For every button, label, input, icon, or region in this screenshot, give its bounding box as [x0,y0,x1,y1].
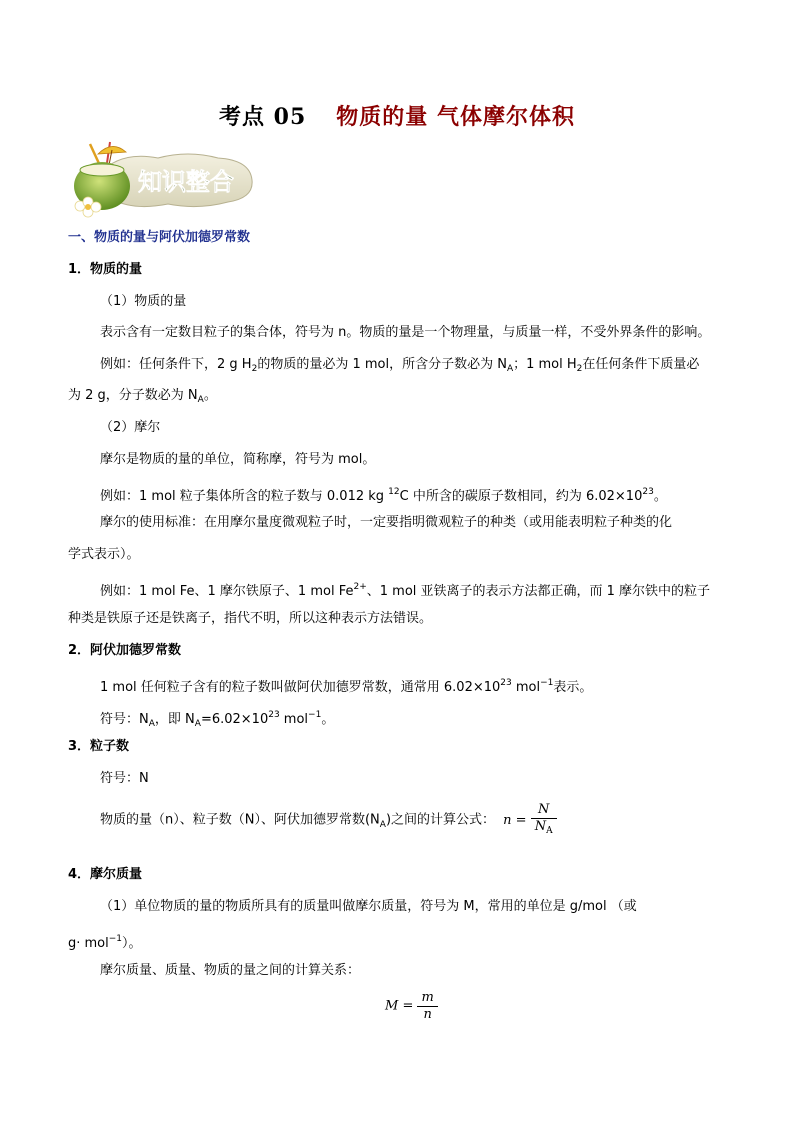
paragraph: 种类是铁原子还是铁离子，指代不明，所以这种表示方法错误。 [68,611,433,626]
paragraph: 例如：1 mol 粒子集体所含的粒子数与 0.012 kg $^{12}$C 中所含的碳原子数相同，约为 $6.02\times 10^{23}$。 [100,487,667,504]
page-title [0,100,794,131]
paragraph: 符号：$N_A$，即 $N_A=6.02\times 10^{23}$ mol$^{-1}$。 [100,710,335,729]
knowledge-banner [68,140,258,220]
subsection-heading-1: 1．物质的量 [68,262,143,277]
subsection-heading-2: 2．阿伏加德罗常数 [68,643,182,658]
paragraph: 例如：任何条件下，2 g $H_2$的物质的量必为 1 mol，所含分子数必为 $N_A$；1 mol $H_2$在任何条件下质量必 [100,357,700,374]
paragraph: 表示含有一定数目粒子的集合体，符号为 n。物质的量是一个物理量，与质量一样，不受外界条件的影响。 [100,325,711,340]
paragraph: （1）单位物质的量的物质所具有的质量叫做摩尔质量，符号为 M，常用的单位是 g/mol （或 [100,899,637,914]
formula-fraction: $\frac{N}{N_A}$ [531,802,557,839]
formula-fraction: $\frac{m}{n}$ [417,990,437,1023]
section-heading: 一、物质的量与阿伏加德罗常数 [68,230,251,245]
paragraph: 物质的量（n）、粒子数（N）、阿伏加德罗常数$(N_A)$之间的计算公式： n = $\frac{N}{N_A}$ [100,802,557,839]
paragraph: 为 2 g，分子数必为 $N_A$。 [68,388,217,405]
paragraph: 摩尔的使用标准：在用摩尔量度微观粒子时，一定要指明微观粒子的种类（或用能表明粒子种类的化 [100,515,673,530]
part-label-2: （2）摩尔 [100,420,161,435]
paragraph: 1 mol 任何粒子含有的粒子数叫做阿伏加德罗常数，通常用 $6.02\times 10^{23}$ mol$^{-1}$表示。 [100,678,593,695]
formula-block [385,990,438,1023]
paragraph: 摩尔质量、质量、物质的量之间的计算关系： [100,963,361,978]
part-label-1: （1）物质的量 [100,294,187,309]
paragraph: 摩尔是物质的量的单位，简称摩，符号为 mol。 [100,452,376,467]
title-code: 考点 05 [219,104,307,130]
banner-label: 知识整合 [138,168,234,196]
paragraph: 符号：N [100,771,149,786]
paragraph: 例如：1 mol Fe、1 摩尔铁原子、1 mol $Fe^{2+}$、1 mol 亚铁离子的表示方法都正确，而 1 摩尔铁中的粒子 [100,582,711,599]
subsection-heading-3: 3．粒子数 [68,739,130,754]
formula-lhs: n = [503,812,527,828]
formula-lhs: M = [385,998,414,1014]
subsection-heading-4: 4．摩尔质量 [68,867,143,882]
paragraph: g· mol$^{-1}$）。 [68,934,142,951]
title-main: 物质的量 气体摩尔体积 [336,104,575,130]
paragraph: 学式表示）。 [68,547,140,562]
